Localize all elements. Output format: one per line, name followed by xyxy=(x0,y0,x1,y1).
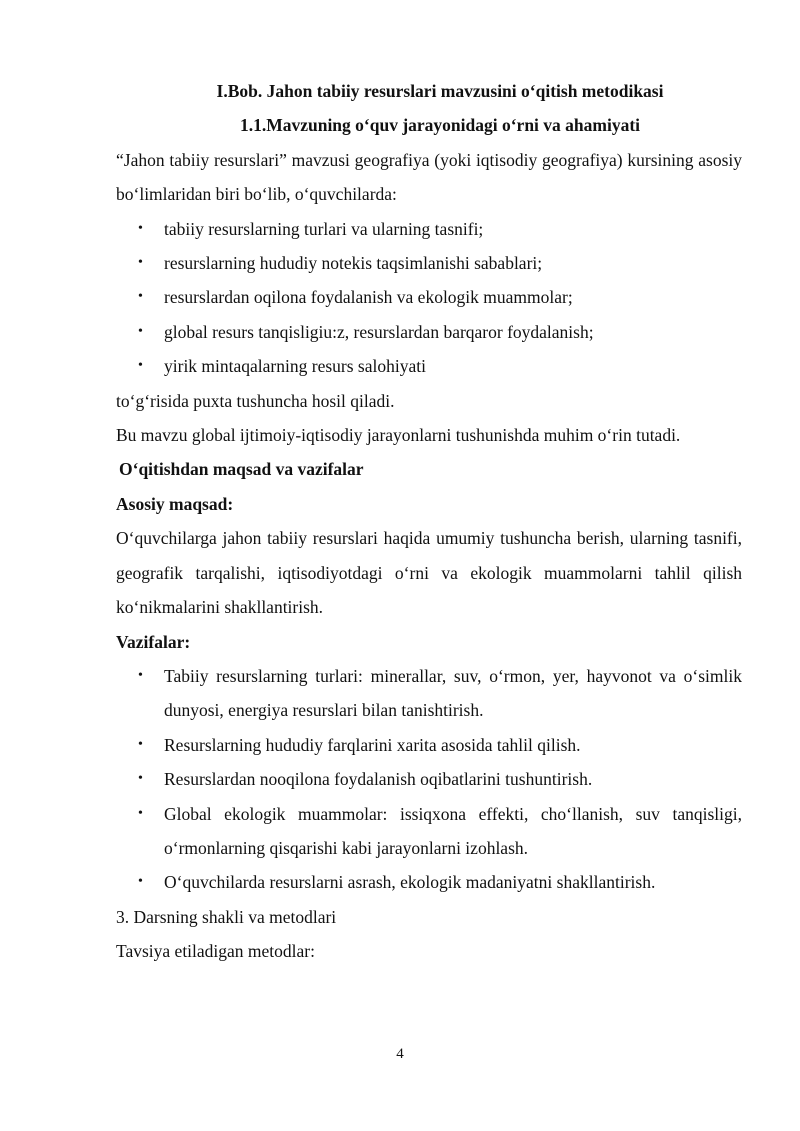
bullet-icon: • xyxy=(138,255,143,271)
list-item-text: Resurslardan nooqilona foydalanish oqibatlarini tushuntirish. xyxy=(164,769,593,790)
importance-paragraph: Bu mavzu global ijtimoiy-iqtisodiy jarayonlarni tushunishda muhim o‘rin tutadi. xyxy=(116,425,681,446)
page-number: 4 xyxy=(396,1046,404,1062)
main-goal-label: Asosiy maqsad: xyxy=(116,493,234,514)
list-item-text: O‘quvchilarda resurslarni asrash, ekologik madaniyatni shakllantirish. xyxy=(164,872,656,893)
list-item xyxy=(116,315,742,349)
list-item xyxy=(116,349,742,383)
bullet-icon: • xyxy=(138,220,143,236)
list-item xyxy=(116,865,742,899)
bullet-icon: • xyxy=(138,667,143,683)
bullet-icon: • xyxy=(138,736,143,752)
goals-heading: O‘qitishdan maqsad va vazifalar xyxy=(119,459,364,480)
document-page xyxy=(116,74,742,969)
list-item-text: Resurslarning hududiy farqlarini xarita asosida tahlil qilish. xyxy=(164,734,581,755)
intro-closing: to‘g‘risida puxta tushuncha hosil qiladi. xyxy=(116,390,395,411)
intro-list xyxy=(116,212,742,384)
methods-label: Tavsiya etiladigan metodlar: xyxy=(116,941,315,962)
intro-paragraph: “Jahon tabiiy resurslari” mavzusi geografiya (yoki iqtisodiy geografiya) kursining asosiy bo‘limlaridan biri bo‘lib, o‘quvchilarda: xyxy=(116,149,742,205)
bullet-icon: • xyxy=(138,771,143,787)
list-item xyxy=(116,797,742,866)
list-item xyxy=(116,728,742,762)
bullet-icon: • xyxy=(138,358,143,374)
list-item xyxy=(116,280,742,314)
chapter-title: I.Bob. Jahon tabiiy resurslari mavzusini o‘qitish metodikasi xyxy=(216,81,664,101)
list-item-text: tabiiy resurslarning turlari va ularning tasnifi; xyxy=(164,218,484,239)
bullet-icon: • xyxy=(138,805,143,821)
list-item-text: resurslarning hududiy notekis taqsimlanishi sabablari; xyxy=(164,253,543,274)
list-item xyxy=(116,212,742,246)
list-item-text: Tabiiy resurslarning turlari: minerallar, suv, o‘rmon, yer, hayvonot va o‘simlik dunyosi, energiya resurslari bilan tanishtirish. xyxy=(164,665,742,721)
list-item-text: resurslardan oqilona foydalanish va ekologik muammolar; xyxy=(164,287,573,308)
list-item xyxy=(116,762,742,796)
list-item-text: Global ekologik muammolar: issiqxona effekti, cho‘llanish, suv tanqisligi, o‘rmonlarning qisqarishi kabi jarayonlarni izohlash. xyxy=(164,803,742,858)
tasks-list xyxy=(116,659,742,900)
tasks-label: Vazifalar: xyxy=(116,631,191,652)
bullet-icon: • xyxy=(138,289,143,305)
bullet-icon: • xyxy=(138,874,143,890)
lesson-form-heading: 3. Darsning shakli va metodlari xyxy=(116,906,337,927)
main-goal-text: O‘quvchilarga jahon tabiiy resurslari haqida umumiy tushuncha berish, ularning tasnifi, geografik tarqalishi, iqtisodiyotdagi o‘rni va ekologik muammolarni tahlil qilish ko‘nikmalarini shakllantirish. xyxy=(116,528,742,618)
list-item-text: yirik mintaqalarning resurs salohiyati xyxy=(164,356,426,377)
list-item xyxy=(116,246,742,280)
list-item xyxy=(116,659,742,728)
list-item-text: global resurs tanqisligiu:z, resurslardan barqaror foydalanish; xyxy=(164,321,594,342)
bullet-icon: • xyxy=(138,323,143,339)
section-title: 1.1.Mavzuning o‘quv jarayonidagi o‘rni va ahamiyati xyxy=(239,115,641,136)
